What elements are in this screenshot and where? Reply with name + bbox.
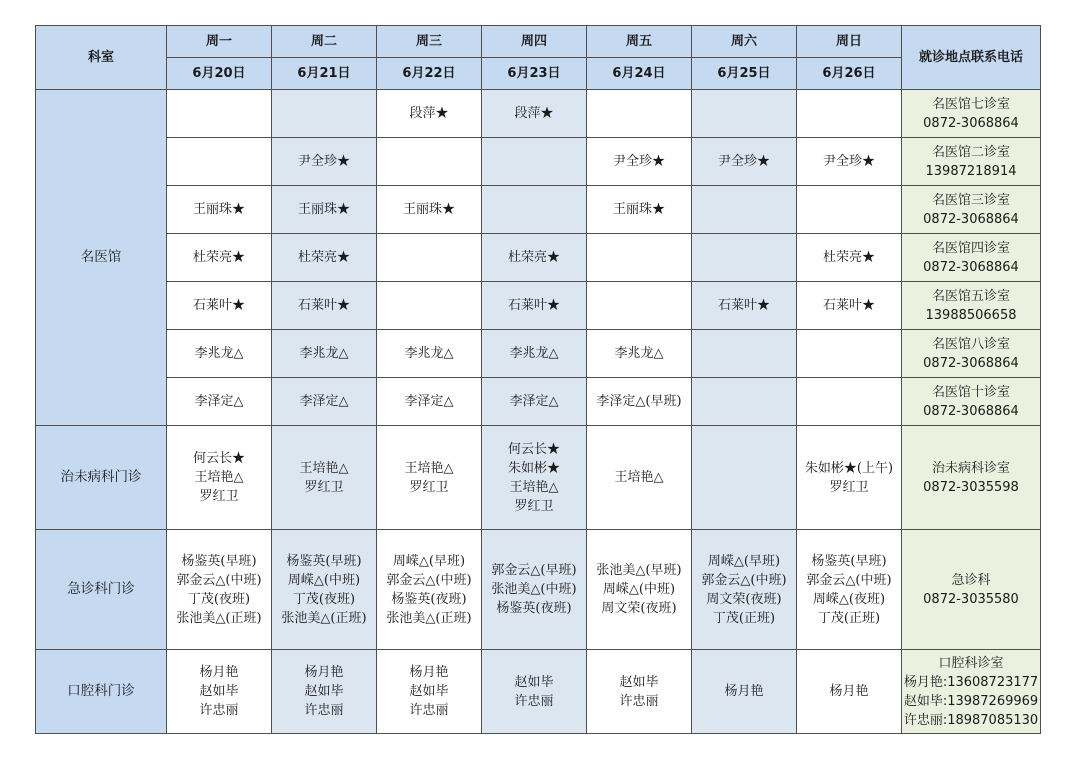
- doctor-entry: 杨鉴英(早班): [181, 553, 257, 569]
- doctor-cell: [377, 138, 482, 186]
- doctor-entry: 杨鉴英(早班): [286, 553, 362, 569]
- doctor-cell: [272, 90, 377, 138]
- doctor-entry: 石莱叶★: [507, 298, 560, 313]
- doctor-cell: [482, 426, 587, 530]
- schedule-row: [36, 90, 1041, 138]
- doctor-entry: 王丽珠★: [192, 202, 245, 217]
- department-name: 口腔科门诊: [36, 650, 167, 734]
- doctor-entry: 许忠丽: [409, 703, 449, 718]
- doctor-cell: [167, 330, 272, 378]
- schedule-row: [36, 282, 1041, 330]
- location-contact-cell: [902, 530, 1041, 650]
- doctor-entry: 杨月艳: [409, 665, 449, 680]
- doctor-cell: [587, 234, 692, 282]
- doctor-cell: [692, 186, 797, 234]
- schedule-row: [36, 330, 1041, 378]
- contact-phone: 0872-3068864: [923, 403, 1019, 419]
- doctor-entry: 赵如毕: [514, 674, 554, 690]
- doctor-entry: 张池美△(正班): [386, 610, 472, 626]
- doctor-cell: [692, 234, 797, 282]
- location-contact-cell: [902, 186, 1041, 234]
- doctor-cell: [482, 530, 587, 650]
- doctor-entry: 赵如毕: [199, 684, 239, 699]
- doctor-entry: 段萍★: [409, 106, 449, 121]
- doctor-cell: [692, 138, 797, 186]
- doctor-cell: [272, 530, 377, 650]
- doctor-entry: 何云长★: [192, 451, 245, 466]
- doctor-entry: 郭金云△(早班): [491, 563, 577, 578]
- location-name: 口腔科诊室: [938, 655, 1004, 671]
- doctor-entry: 李兆龙△: [614, 346, 664, 361]
- weekday-header: 周六: [692, 26, 797, 58]
- contact-phone: 0872-3068864: [923, 115, 1019, 131]
- doctor-entry: 石莱叶★: [822, 298, 875, 313]
- doctor-cell: [587, 378, 692, 426]
- doctor-entry: 许忠丽: [199, 703, 239, 718]
- contact-phone: 许忠丽:18987085130: [903, 712, 1039, 728]
- doctor-cell: [167, 378, 272, 426]
- location-name: 急诊科: [951, 572, 991, 588]
- doctor-entry: 王丽珠★: [297, 202, 350, 217]
- doctor-cell: [377, 378, 482, 426]
- doctor-entry: 王培艳△: [194, 470, 244, 485]
- doctor-entry: 张池美△(正班): [176, 610, 262, 626]
- doctor-cell: [587, 282, 692, 330]
- doctor-entry: 罗红卫: [514, 498, 554, 514]
- contact-phone: 0872-3068864: [923, 259, 1019, 275]
- doctor-entry: 尹全珍★: [297, 154, 350, 169]
- doctor-cell: [377, 282, 482, 330]
- location-contact-cell: [902, 234, 1041, 282]
- weekday-header: 周三: [377, 26, 482, 58]
- location-name: 名医馆二诊室: [931, 144, 1010, 160]
- doctor-entry: 许忠丽: [619, 693, 659, 709]
- contact-phone: 13988506658: [925, 307, 1017, 323]
- doctor-cell: [692, 330, 797, 378]
- doctor-entry: 段萍★: [514, 106, 554, 121]
- doctor-entry: 王丽珠★: [612, 202, 665, 217]
- location-name: 名医馆五诊室: [931, 288, 1010, 304]
- doctor-entry: 杜荣亮★: [507, 250, 560, 265]
- doctor-entry: 杨月艳: [724, 684, 764, 699]
- doctor-entry: 朱如彬★(上午): [804, 460, 894, 476]
- department-name: 治未病科门诊: [36, 426, 167, 530]
- doctor-entry: 张池美△(中班): [491, 582, 577, 597]
- doctor-cell: [377, 330, 482, 378]
- schedule-row: [36, 186, 1041, 234]
- doctor-cell: [482, 186, 587, 234]
- location-contact-cell: [902, 138, 1041, 186]
- location-name: 名医馆十诊室: [931, 384, 1010, 400]
- doctor-cell: [797, 234, 902, 282]
- doctor-entry: 李泽定△: [404, 394, 454, 409]
- doctor-entry: 石莱叶★: [192, 298, 245, 313]
- doctor-cell: [272, 138, 377, 186]
- doctor-entry: 杨月艳: [304, 665, 344, 680]
- schedule-row: [36, 378, 1041, 426]
- contact-phone: 赵如毕:13987269969: [903, 693, 1039, 709]
- doctor-cell: [482, 234, 587, 282]
- doctor-entry: 周嵘△(早班): [392, 553, 466, 569]
- doctor-cell: [482, 282, 587, 330]
- doctor-entry: 杜荣亮★: [297, 250, 350, 265]
- department-name: 急诊科门诊: [36, 530, 167, 650]
- doctor-cell: [272, 282, 377, 330]
- dept-header: 科室: [36, 26, 167, 90]
- doctor-cell: [692, 378, 797, 426]
- doctor-cell: [272, 234, 377, 282]
- doctor-entry: 王培艳△: [614, 470, 664, 485]
- doctor-entry: 张池美△(正班): [281, 610, 367, 626]
- location-name: 名医馆八诊室: [931, 336, 1010, 352]
- schedule-table: [35, 25, 1041, 734]
- doctor-entry: 杨月艳: [199, 665, 239, 680]
- location-contact-cell: [902, 378, 1041, 426]
- doctor-cell: [272, 330, 377, 378]
- doctor-cell: [587, 330, 692, 378]
- doctor-entry: 郭金云△(中班): [701, 572, 787, 588]
- weekday-header: 周日: [797, 26, 902, 58]
- doctor-cell: [167, 530, 272, 650]
- doctor-entry: 尹全珍★: [717, 154, 770, 169]
- doctor-entry: 郭金云△(中班): [176, 572, 262, 588]
- doctor-entry: 杨月艳: [829, 684, 869, 699]
- doctor-entry: 李兆龙△: [194, 346, 244, 361]
- date-header: 6月25日: [692, 58, 797, 90]
- doctor-cell: [797, 426, 902, 530]
- doctor-entry: 周嵘△(夜班): [812, 591, 886, 607]
- weekday-header: 周四: [482, 26, 587, 58]
- schedule-row: [36, 650, 1041, 734]
- date-header: 6月26日: [797, 58, 902, 90]
- doctor-entry: 李兆龙△: [404, 346, 454, 361]
- doctor-entry: 李泽定△: [194, 394, 244, 409]
- doctor-cell: [482, 330, 587, 378]
- doctor-cell: [797, 186, 902, 234]
- doctor-entry: 石莱叶★: [717, 298, 770, 313]
- doctor-entry: 李兆龙△: [509, 346, 559, 361]
- doctor-entry: 杜荣亮★: [822, 250, 875, 265]
- doctor-entry: 郭金云△(中班): [386, 572, 472, 588]
- doctor-cell: [797, 650, 902, 734]
- doctor-entry: 丁茂(夜班): [187, 591, 251, 607]
- doctor-cell: [167, 282, 272, 330]
- contact-phone: 0872-3035580: [923, 591, 1019, 607]
- doctor-cell: [272, 650, 377, 734]
- doctor-entry: 李泽定△: [299, 394, 349, 409]
- contact-phone: 杨月艳:13608723177: [903, 674, 1039, 690]
- doctor-entry: 周文荣(夜班): [706, 591, 782, 607]
- doctor-cell: [167, 650, 272, 734]
- location-contact-cell: [902, 650, 1041, 734]
- doctor-cell: [272, 378, 377, 426]
- date-header: 6月20日: [167, 58, 272, 90]
- doctor-entry: 李兆龙△: [299, 346, 349, 361]
- date-header: 6月24日: [587, 58, 692, 90]
- doctor-entry: 张池美△(早班): [596, 563, 682, 578]
- doctor-cell: [587, 530, 692, 650]
- doctor-cell: [272, 186, 377, 234]
- date-header: 6月23日: [482, 58, 587, 90]
- contact-header: 就诊地点联系电话: [902, 26, 1041, 90]
- doctor-entry: 丁茂(正班): [817, 610, 881, 626]
- doctor-cell: [377, 426, 482, 530]
- doctor-cell: [167, 186, 272, 234]
- doctor-entry: 石莱叶★: [297, 298, 350, 313]
- doctor-entry: 罗红卫: [199, 489, 239, 504]
- doctor-cell: [482, 650, 587, 734]
- doctor-cell: [167, 234, 272, 282]
- contact-phone: 0872-3035598: [923, 479, 1019, 495]
- doctor-entry: 罗红卫: [304, 479, 344, 495]
- schedule-row: [36, 138, 1041, 186]
- doctor-entry: 罗红卫: [409, 479, 449, 495]
- location-contact-cell: [902, 330, 1041, 378]
- doctor-cell: [797, 90, 902, 138]
- doctor-entry: 赵如毕: [304, 684, 344, 699]
- doctor-cell: [587, 650, 692, 734]
- doctor-cell: [692, 90, 797, 138]
- doctor-cell: [377, 90, 482, 138]
- location-name: 名医馆七诊室: [931, 96, 1010, 112]
- doctor-entry: 许忠丽: [304, 703, 344, 718]
- doctor-entry: 周嵘△(早班): [707, 553, 781, 569]
- doctor-cell: [167, 138, 272, 186]
- doctor-cell: [167, 90, 272, 138]
- doctor-entry: 王培艳△: [404, 460, 454, 476]
- doctor-cell: [377, 186, 482, 234]
- doctor-cell: [587, 426, 692, 530]
- doctor-entry: 许忠丽: [514, 693, 554, 709]
- doctor-cell: [167, 426, 272, 530]
- doctor-cell: [797, 330, 902, 378]
- schedule-row: [36, 530, 1041, 650]
- doctor-entry: 郭金云△(中班): [806, 572, 892, 588]
- doctor-cell: [692, 426, 797, 530]
- doctor-entry: 周嵘△(中班): [602, 582, 676, 597]
- doctor-cell: [377, 650, 482, 734]
- doctor-cell: [692, 282, 797, 330]
- schedule-row: [36, 426, 1041, 530]
- location-contact-cell: [902, 426, 1041, 530]
- doctor-cell: [797, 282, 902, 330]
- doctor-entry: 李泽定△(早班): [596, 394, 682, 409]
- doctor-cell: [272, 426, 377, 530]
- department-name: 名医馆: [36, 90, 167, 426]
- doctor-entry: 赵如毕: [409, 684, 449, 699]
- doctor-entry: 尹全珍★: [822, 154, 875, 169]
- doctor-cell: [797, 530, 902, 650]
- doctor-cell: [587, 186, 692, 234]
- doctor-entry: 朱如彬★: [507, 460, 560, 476]
- contact-phone: 13987218914: [925, 163, 1017, 179]
- doctor-entry: 周文荣(夜班): [601, 601, 677, 616]
- schedule-row: [36, 234, 1041, 282]
- doctor-cell: [692, 530, 797, 650]
- contact-phone: 0872-3068864: [923, 211, 1019, 227]
- doctor-cell: [797, 138, 902, 186]
- doctor-entry: 杨鉴英(夜班): [496, 601, 572, 616]
- doctor-entry: 杨鉴英(夜班): [391, 591, 467, 607]
- location-contact-cell: [902, 282, 1041, 330]
- doctor-entry: 丁茂(正班): [712, 610, 776, 626]
- date-header: 6月21日: [272, 58, 377, 90]
- location-name: 治未病科诊室: [931, 460, 1010, 476]
- doctor-entry: 杜荣亮★: [192, 250, 245, 265]
- doctor-cell: [377, 530, 482, 650]
- doctor-entry: 尹全珍★: [612, 154, 665, 169]
- doctor-cell: [377, 234, 482, 282]
- doctor-entry: 王培艳△: [299, 460, 349, 476]
- contact-phone: 0872-3068864: [923, 355, 1019, 371]
- location-name: 名医馆三诊室: [931, 192, 1010, 208]
- doctor-cell: [692, 650, 797, 734]
- date-header: 6月22日: [377, 58, 482, 90]
- doctor-entry: 王培艳△: [509, 479, 559, 495]
- doctor-cell: [797, 378, 902, 426]
- location-contact-cell: [902, 90, 1041, 138]
- location-name: 名医馆四诊室: [931, 240, 1010, 256]
- weekday-header: 周二: [272, 26, 377, 58]
- doctor-cell: [587, 90, 692, 138]
- doctor-cell: [482, 378, 587, 426]
- doctor-entry: 周嵘△(中班): [287, 572, 361, 588]
- doctor-entry: 罗红卫: [829, 479, 869, 495]
- doctor-entry: 何云长★: [507, 441, 560, 457]
- doctor-entry: 赵如毕: [619, 674, 659, 690]
- doctor-cell: [587, 138, 692, 186]
- weekday-header: 周一: [167, 26, 272, 58]
- doctor-entry: 丁茂(夜班): [292, 591, 356, 607]
- doctor-entry: 李泽定△: [509, 394, 559, 409]
- doctor-cell: [482, 138, 587, 186]
- weekday-header: 周五: [587, 26, 692, 58]
- doctor-entry: 杨鉴英(早班): [811, 553, 887, 569]
- doctor-cell: [482, 90, 587, 138]
- doctor-entry: 王丽珠★: [402, 202, 455, 217]
